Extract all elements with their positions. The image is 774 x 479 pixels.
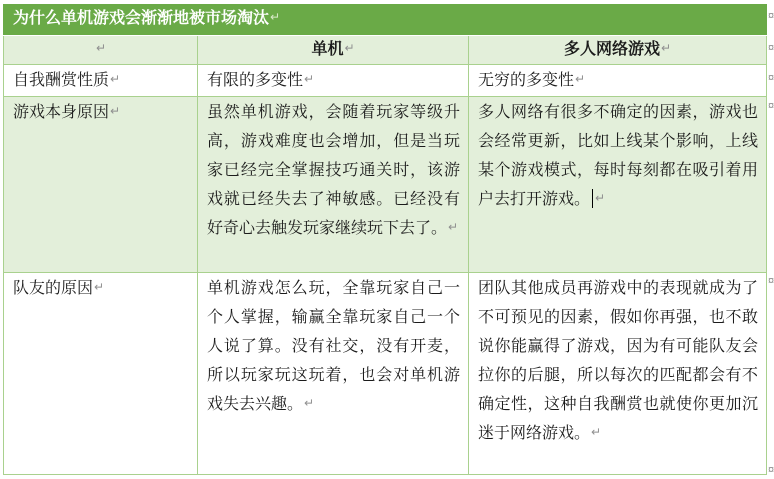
text-cursor xyxy=(592,189,593,208)
paragraph-mark-icon: ↵ xyxy=(110,104,121,118)
table-row xyxy=(4,273,767,475)
cell-text: 多人网络有很多不确定的因素，游戏也会经常更新，比如上线某个影响，上线某个游戏模式，每时每刻都在吸引着用户去打开游戏。 xyxy=(478,104,759,208)
column-header-empty[interactable] xyxy=(4,36,198,65)
cell-text: 团队其他成员再游戏中的表现就成为了不可预见的因素，假如你再强，也不敢说你能赢得了游戏，因为有可能队友会拉你的后腿，所以每次的匹配都会有不确定性，这种自我酬赏也就使你更加沉迷于网络游戏。 xyxy=(478,280,759,442)
multi-game-cell[interactable] xyxy=(469,273,767,475)
column-header-label: 多人网络游戏 xyxy=(563,41,660,58)
row-end-mark-icon: ¤ xyxy=(768,42,774,54)
cell-text: 单机游戏怎么玩，全靠玩家自己一个人掌握，输赢全靠玩家自己一个人说了算。没有社交，没有开麦，所以玩家玩这玩着，也会对单机游戏失去兴趣。 xyxy=(207,280,460,413)
row-end-mark-icon: ¤ xyxy=(768,10,774,22)
paragraph-mark-icon: ↵ xyxy=(575,72,586,86)
row-label-cell[interactable] xyxy=(4,65,198,97)
paragraph-mark-icon: ↵ xyxy=(591,425,602,439)
table-title: 为什么单机游戏会渐渐地被市场淘汰 xyxy=(13,10,270,27)
table-row xyxy=(4,97,767,273)
row-label: 队友的原因 xyxy=(13,280,94,297)
paragraph-mark-icon: ↵ xyxy=(95,41,107,55)
paragraph-mark-icon: ↵ xyxy=(304,396,315,410)
paragraph-mark-icon: ↵ xyxy=(448,220,459,234)
cell-text: 无穷的多变性 xyxy=(478,72,575,89)
cell-text: 虽然单机游戏，会随着玩家等级升高，游戏难度也会增加，但是当玩家已经完全掌握技巧通关时，该游戏就已经失去了神敏感。已经没有好奇心去触发玩家继续玩下去了。 xyxy=(207,104,460,237)
paragraph-mark-icon: ↵ xyxy=(660,41,672,55)
row-label-cell[interactable] xyxy=(4,273,198,475)
single-game-cell[interactable] xyxy=(198,65,469,97)
paragraph-mark-icon: ↵ xyxy=(344,41,355,55)
single-game-cell[interactable] xyxy=(198,273,469,475)
row-label: 自我酬赏性质 xyxy=(13,72,110,89)
paragraph-mark-icon: ↵ xyxy=(110,72,121,86)
comparison-table xyxy=(3,4,767,475)
paragraph-mark-icon: ↵ xyxy=(304,72,315,86)
row-label-cell[interactable] xyxy=(4,97,198,273)
paragraph-mark-icon: ↵ xyxy=(595,191,606,205)
paragraph-mark-icon: ↵ xyxy=(270,10,281,24)
column-header-multi[interactable] xyxy=(469,36,767,65)
column-header-label: 单机 xyxy=(311,41,344,58)
row-end-mark-icon: ¤ xyxy=(768,464,774,476)
column-header-single[interactable] xyxy=(198,36,469,65)
multi-game-cell[interactable] xyxy=(469,65,767,97)
multi-game-cell[interactable] xyxy=(469,97,767,273)
table-title-cell[interactable] xyxy=(4,5,767,36)
table-row xyxy=(4,65,767,97)
cell-text: 有限的多变性 xyxy=(207,72,304,89)
single-game-cell[interactable] xyxy=(198,97,469,273)
paragraph-mark-icon: ↵ xyxy=(94,280,105,294)
row-end-mark-icon: ¤ xyxy=(768,275,774,287)
row-end-mark-icon: ¤ xyxy=(768,72,774,84)
row-end-mark-icon: ¤ xyxy=(768,100,774,112)
row-label: 游戏本身原因 xyxy=(13,104,110,121)
